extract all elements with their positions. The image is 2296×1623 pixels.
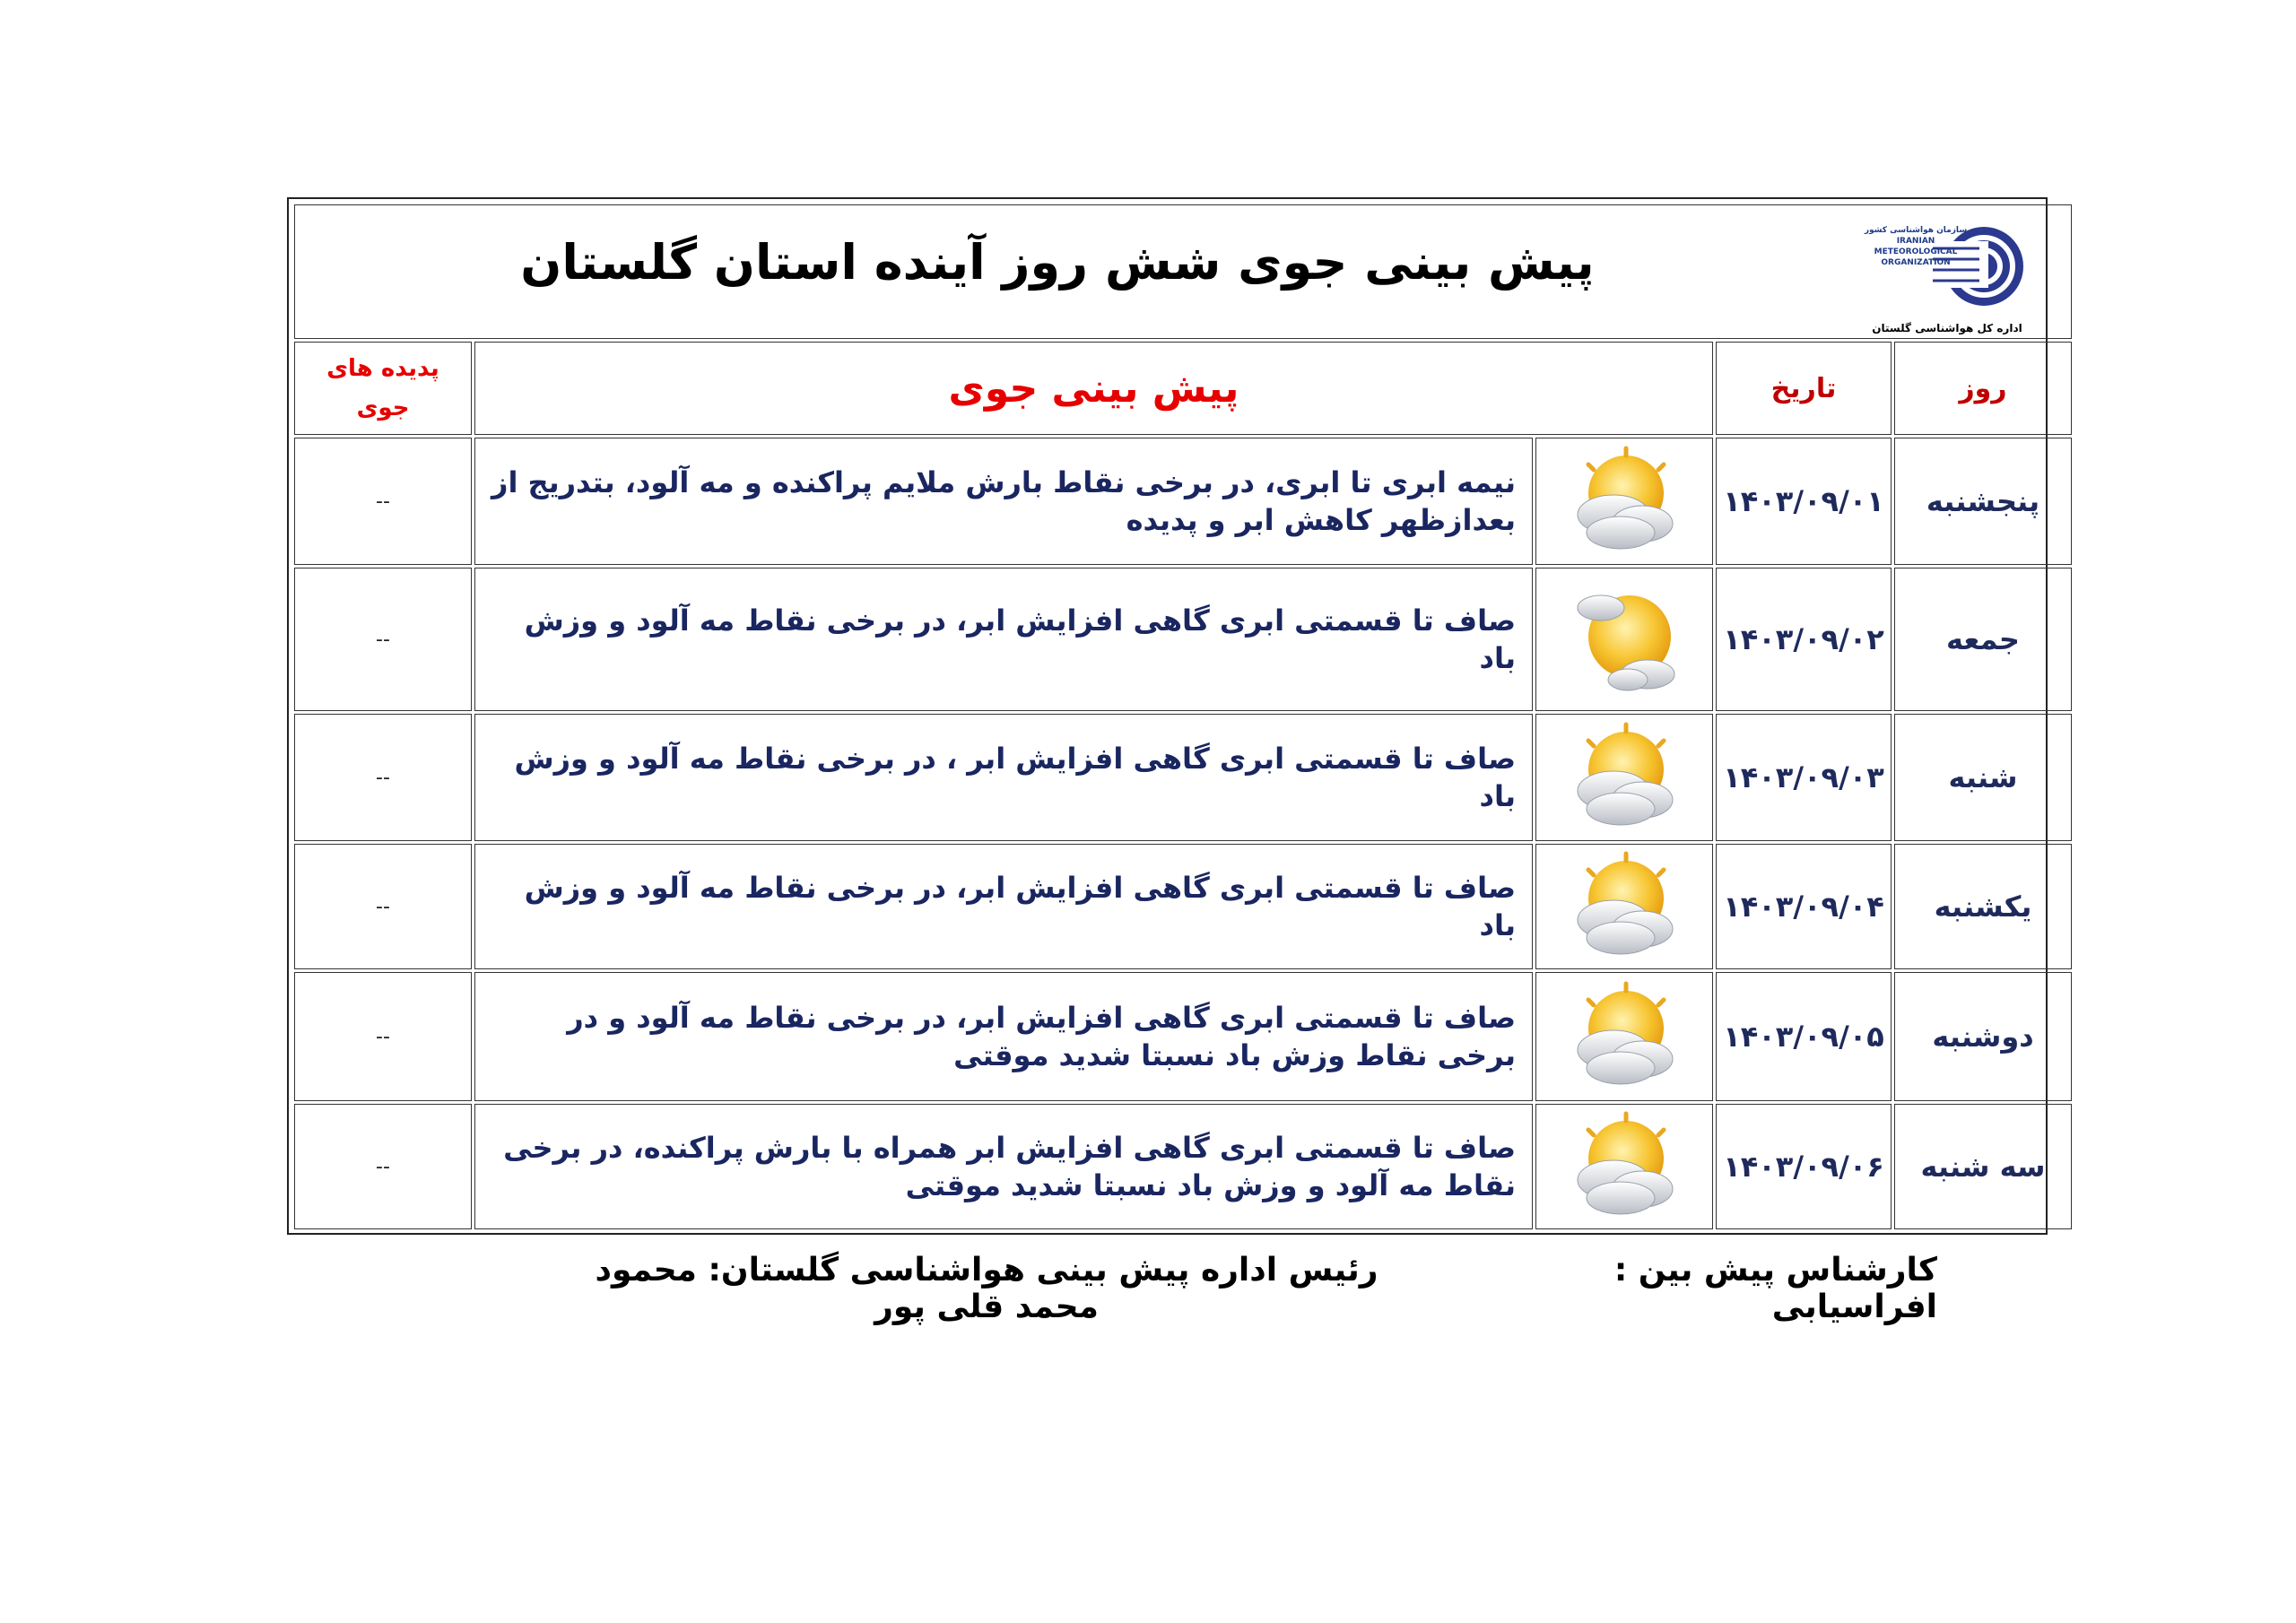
header-date: تاریخ	[1716, 342, 1892, 435]
phenomena-cell: --	[294, 972, 472, 1101]
day-cell: شنبه	[1894, 714, 2072, 841]
forecast-row	[294, 714, 2072, 841]
forecast-row	[294, 1104, 2072, 1229]
forecast-text-cell: نیمه ابری تا ابری، در برخی نقاط بارش ملایم پراکنده و مه آلود، بتدریج از بعدازظهر کاهش ابر و پدیده	[474, 438, 1533, 565]
day-cell: یکشنبه	[1894, 844, 2072, 969]
day-cell: سه شنبه	[1894, 1104, 2072, 1229]
weather-icon-cell	[1535, 438, 1713, 565]
partly-cloudy-sun-icon	[1561, 978, 1687, 1095]
weather-icon-cell	[1535, 714, 1713, 841]
forecaster-signature: کارشناس پیش بین : افراسیابی	[1613, 1252, 1937, 1325]
partly-cloudy-sun-icon	[1561, 1108, 1687, 1225]
header-day: روز	[1894, 342, 2072, 435]
head-signature: رئیس اداره پیش بینی هواشناسی گلستان: محمود محمد قلی پور	[595, 1252, 1378, 1325]
weather-icon-cell	[1535, 1104, 1713, 1229]
date-cell: ۱۴۰۳/۰۹/۰۳	[1716, 714, 1892, 841]
forecast-row	[294, 844, 2072, 969]
sun-with-cloud-icon	[1561, 581, 1687, 698]
header-phenomena: پدیده های جوی	[294, 342, 472, 435]
forecast-row	[294, 568, 2072, 711]
partly-cloudy-sun-icon	[1561, 443, 1687, 560]
partly-cloudy-sun-icon	[1561, 848, 1687, 965]
forecast-text-cell: صاف تا قسمتی ابری گاهی افزایش ابر، در برخی نقاط مه آلود و وزش باد	[474, 568, 1533, 711]
weather-icon-cell	[1535, 568, 1713, 711]
header-forecast: پیش بینی جوی	[474, 342, 1713, 435]
forecast-text-cell: صاف تا قسمتی ابری گاهی افزایش ابر، در برخی نقاط مه آلود و وزش باد	[474, 844, 1533, 969]
date-cell: ۱۴۰۳/۰۹/۰۴	[1716, 844, 1892, 969]
forecast-row	[294, 972, 2072, 1101]
logo-caption: اداره کل هواشناسی گلستان	[1872, 322, 2022, 334]
title-cell	[294, 204, 2072, 339]
phenomena-cell: --	[294, 844, 472, 969]
forecast-text-cell: صاف تا قسمتی ابری گاهی افزایش ابر ، در برخی نقاط مه آلود و وزش باد	[474, 714, 1533, 841]
weather-icon-cell	[1535, 844, 1713, 969]
date-cell: ۱۴۰۳/۰۹/۰۵	[1716, 972, 1892, 1101]
day-cell: دوشنبه	[1894, 972, 2072, 1101]
day-cell: جمعه	[1894, 568, 2072, 711]
phenomena-cell: --	[294, 1104, 472, 1229]
phenomena-cell: --	[294, 438, 472, 565]
phenomena-cell: --	[294, 714, 472, 841]
date-cell: ۱۴۰۳/۰۹/۰۱	[1716, 438, 1892, 565]
date-cell: ۱۴۰۳/۰۹/۰۶	[1716, 1104, 1892, 1229]
date-cell: ۱۴۰۳/۰۹/۰۲	[1716, 568, 1892, 711]
forecast-row	[294, 438, 2072, 565]
day-cell: پنجشنبه	[1894, 438, 2072, 565]
page-title: پیش بینی جوی شش روز آینده استان گلستان	[520, 234, 1595, 291]
phenomena-cell: --	[294, 568, 472, 711]
forecast-text-cell: صاف تا قسمتی ابری گاهی افزایش ابر همراه با بارش پراکنده، در برخی نقاط مه آلود و وزش باد نسبتا شدید موقتی	[474, 1104, 1533, 1229]
weather-icon-cell	[1535, 972, 1713, 1101]
forecast-sheet	[287, 197, 2048, 1235]
logo-org-text: سازمان هواشناسی کشور IRANIAN METEOROLOGICAL ORGANIZATION	[1864, 226, 1968, 267]
partly-cloudy-sun-icon	[1561, 719, 1687, 836]
forecast-text-cell: صاف تا قسمتی ابری گاهی افزایش ابر، در برخی نقاط مه آلود و در برخی نقاط وزش باد نسبتا شدید موقتی	[474, 972, 1533, 1101]
forecast-table	[291, 202, 2074, 1232]
